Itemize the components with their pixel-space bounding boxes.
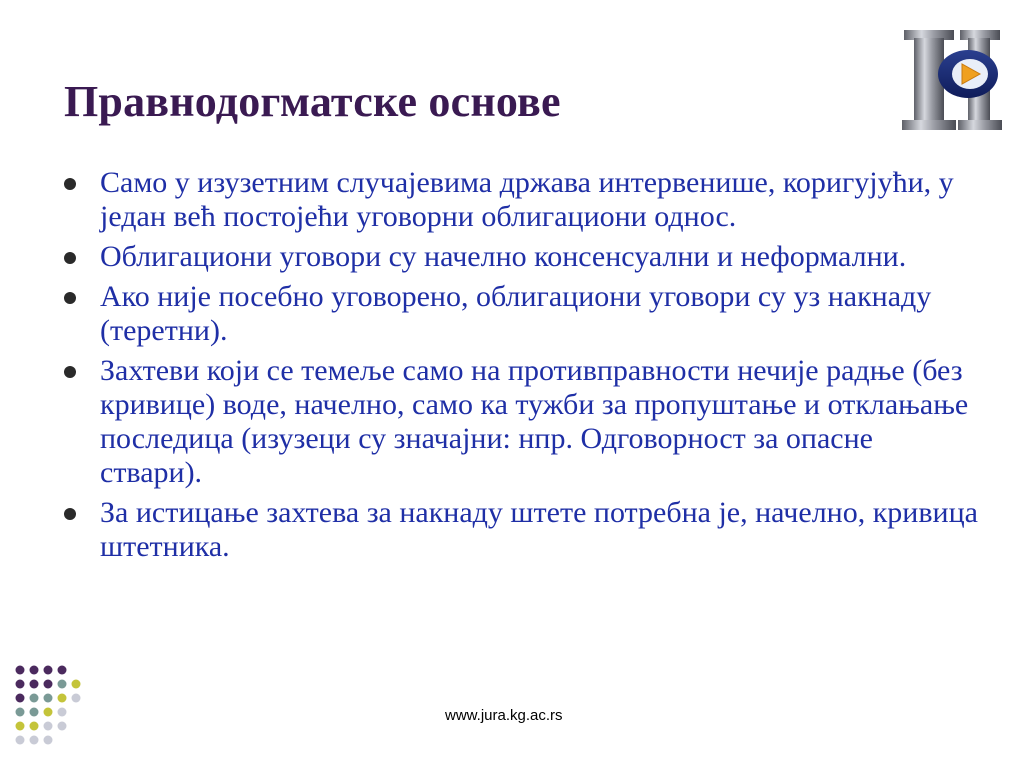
bullet-dot-icon (64, 252, 76, 264)
bullet-text: Само у изузетним случајевима држава интервенише, коригујући, у један већ постојећи уговорни облигациони однос. (100, 166, 954, 233)
bullet-dot-icon (64, 508, 76, 520)
institution-logo-icon (898, 26, 1008, 136)
bullet-item (62, 280, 982, 348)
bullet-text: Ако није посебно уговорено, облигациони уговори су уз накнаду (теретни). (100, 280, 932, 347)
decorative-dot-grid-icon (14, 664, 90, 754)
bullet-item (62, 166, 982, 234)
bullet-dot-icon (64, 178, 76, 190)
bullet-item (62, 496, 982, 564)
bullet-text: Захтеви који се темеље само на противправности нечије радње (без кривице) воде, начелно, само ка тужби за пропуштање и отклањање последица (изузеци су значајни: нпр. Одговорност за опасне ствари). (100, 354, 969, 489)
bullet-text: За истицање захтева за накнаду штете потребна је, начелно, кривица штетника. (100, 496, 978, 563)
footer-url: www.jura.kg.ac.rs (445, 707, 563, 724)
bullet-item (62, 354, 982, 490)
bullet-dot-icon (64, 366, 76, 378)
slide-title: Правнодогматске основе (64, 77, 561, 126)
bullet-dot-icon (64, 292, 76, 304)
bullet-text: Облигациони уговори су начелно консенсуални и неформални. (100, 240, 907, 273)
bullet-list (62, 166, 982, 570)
bullet-item (62, 240, 982, 274)
